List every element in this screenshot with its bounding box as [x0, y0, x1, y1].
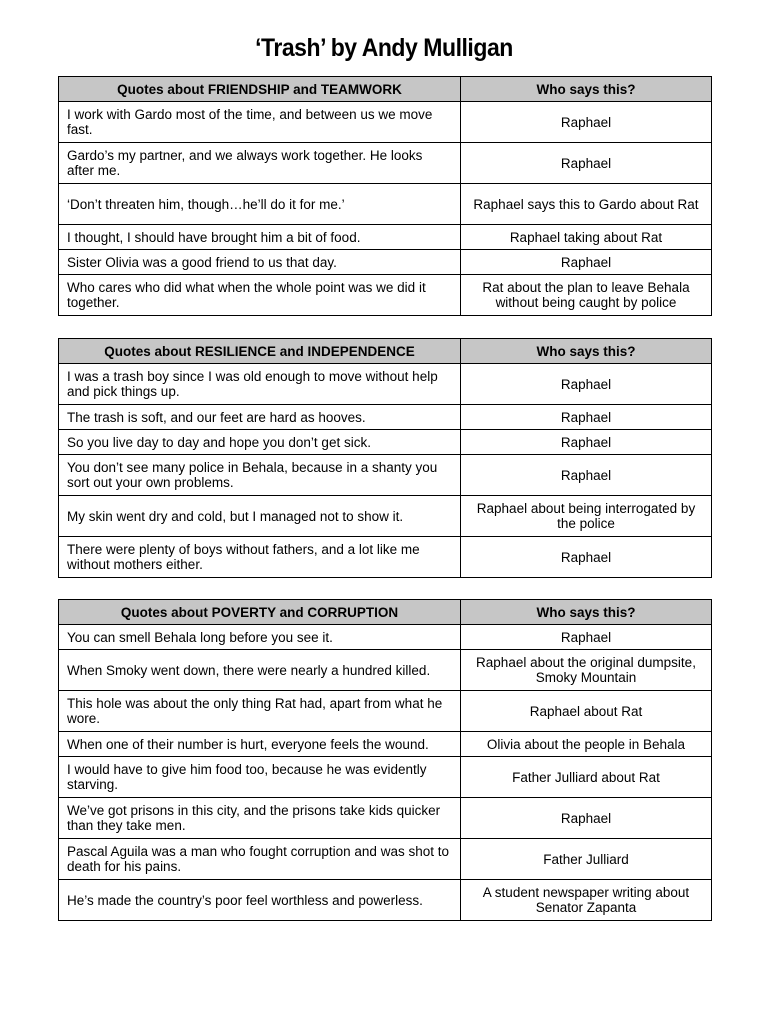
table-row	[59, 143, 712, 184]
table-row	[59, 275, 712, 316]
table-row	[59, 225, 712, 250]
table-row	[59, 537, 712, 578]
quote-cell: I was a trash boy since I was old enough to move without help and pick things up.	[59, 364, 461, 405]
quote-cell: We’ve got prisons in this city, and the prisons take kids quicker than they take men.	[59, 798, 461, 839]
quote-cell: I would have to give him food too, because he was evidently starving.	[59, 757, 461, 798]
speaker-cell: Rat about the plan to leave Behala without being caught by police	[461, 275, 712, 316]
quote-column-header: Quotes about FRIENDSHIP and TEAMWORK	[59, 77, 461, 102]
speaker-cell: Raphael	[461, 455, 712, 496]
speaker-cell: Raphael about the original dumpsite, Smoky Mountain	[461, 650, 712, 691]
speaker-cell: Raphael	[461, 364, 712, 405]
table-row	[59, 625, 712, 650]
quote-cell: The trash is soft, and our feet are hard as hooves.	[59, 405, 461, 430]
quote-cell: Gardo’s my partner, and we always work together. He looks after me.	[59, 143, 461, 184]
table-row	[59, 364, 712, 405]
quote-cell: You don’t see many police in Behala, because in a shanty you sort out your own problems.	[59, 455, 461, 496]
table-header-row	[59, 339, 712, 364]
quote-cell: My skin went dry and cold, but I managed not to show it.	[59, 496, 461, 537]
table-row	[59, 405, 712, 430]
table-row	[59, 430, 712, 455]
quotes-table-poverty	[58, 599, 712, 921]
quote-column-header: Quotes about RESILIENCE and INDEPENDENCE	[59, 339, 461, 364]
quote-cell: Who cares who did what when the whole point was we did it together.	[59, 275, 461, 316]
table-row	[59, 650, 712, 691]
speaker-cell: Raphael about Rat	[461, 691, 712, 732]
table-row	[59, 732, 712, 757]
speaker-column-header: Who says this?	[461, 339, 712, 364]
speaker-cell: Raphael	[461, 102, 712, 143]
quote-cell: Sister Olivia was a good friend to us that day.	[59, 250, 461, 275]
table-row	[59, 798, 712, 839]
speaker-cell: Father Julliard about Rat	[461, 757, 712, 798]
speaker-cell: Raphael says this to Gardo about Rat	[461, 184, 712, 225]
quote-cell: When Smoky went down, there were nearly a hundred killed.	[59, 650, 461, 691]
speaker-cell: Raphael taking about Rat	[461, 225, 712, 250]
quote-cell: Pascal Aguila was a man who fought corruption and was shot to death for his pains.	[59, 839, 461, 880]
speaker-cell: Raphael	[461, 798, 712, 839]
speaker-cell: Father Julliard	[461, 839, 712, 880]
quote-cell: There were plenty of boys without fathers, and a lot like me without mothers either.	[59, 537, 461, 578]
quote-column-header: Quotes about POVERTY and CORRUPTION	[59, 600, 461, 625]
quote-cell: I work with Gardo most of the time, and between us we move fast.	[59, 102, 461, 143]
quote-cell: ‘Don’t threaten him, though…he’ll do it for me.’	[59, 184, 461, 225]
speaker-cell: Raphael	[461, 537, 712, 578]
speaker-cell: A student newspaper writing about Senator Zapanta	[461, 880, 712, 921]
table-header-row	[59, 600, 712, 625]
quote-cell: He’s made the country’s poor feel worthless and powerless.	[59, 880, 461, 921]
quote-cell: I thought, I should have brought him a bit of food.	[59, 225, 461, 250]
table-row	[59, 691, 712, 732]
table-row	[59, 455, 712, 496]
table-row	[59, 839, 712, 880]
table-row	[59, 757, 712, 798]
speaker-cell: Raphael	[461, 250, 712, 275]
table-row	[59, 184, 712, 225]
speaker-column-header: Who says this?	[461, 600, 712, 625]
table-row	[59, 102, 712, 143]
speaker-cell: Raphael about being interrogated by the police	[461, 496, 712, 537]
table-header-row	[59, 77, 712, 102]
table-row	[59, 250, 712, 275]
speaker-cell: Raphael	[461, 405, 712, 430]
quote-cell: You can smell Behala long before you see it.	[59, 625, 461, 650]
table-row	[59, 880, 712, 921]
speaker-column-header: Who says this?	[461, 77, 712, 102]
speaker-cell: Raphael	[461, 143, 712, 184]
quotes-table-friendship	[58, 76, 712, 316]
speaker-cell: Olivia about the people in Behala	[461, 732, 712, 757]
speaker-cell: Raphael	[461, 430, 712, 455]
quote-cell: So you live day to day and hope you don’t get sick.	[59, 430, 461, 455]
quote-cell: This hole was about the only thing Rat had, apart from what he wore.	[59, 691, 461, 732]
table-row	[59, 496, 712, 537]
quotes-table-resilience	[58, 338, 712, 578]
speaker-cell: Raphael	[461, 625, 712, 650]
page-title: ‘Trash’ by Andy Mulligan	[255, 34, 513, 62]
quote-cell: When one of their number is hurt, everyone feels the wound.	[59, 732, 461, 757]
